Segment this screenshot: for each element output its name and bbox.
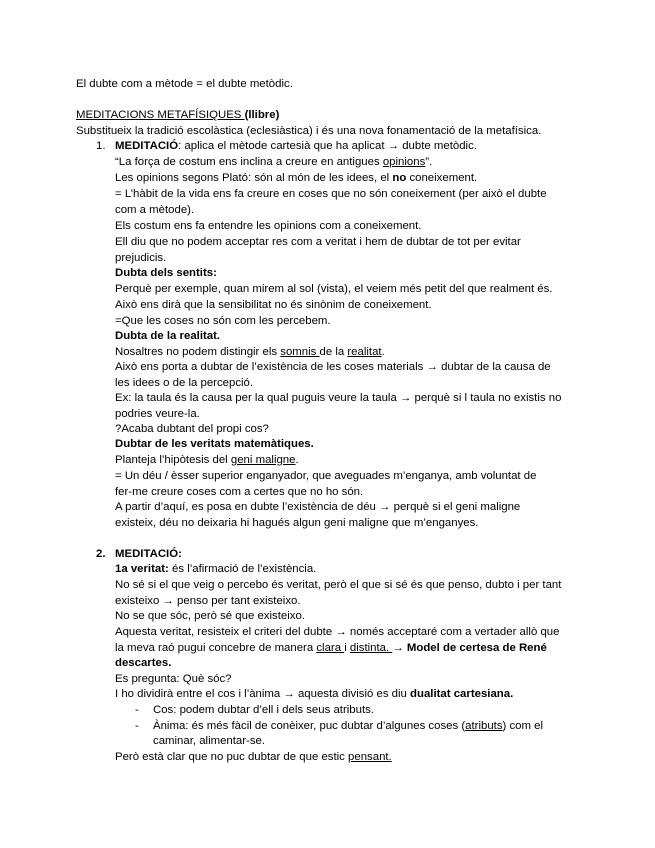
m1-line: = Un déu / èsser superior enganyador, que aveguades m’enganya, amb voluntat de [115,470,537,482]
m2-line [115,686,513,702]
m1-line: Ex: la taula és la causa per la qual puguis veure la taula → perquè si l taula no existis no [115,392,562,404]
m1-line: Els costum ens fa entendre les opinions com a coneixement. [115,220,422,232]
m2-heading: MEDITACIÓ: [115,548,182,560]
text: Però està clar que no puc dubtar de que estic [115,751,349,763]
text: Les opinions segons Plató: són al món de les idees, el [115,172,393,184]
subheading-sentits: Dubta dels sentits: [115,267,217,279]
m2-line: existeixo → penso per tant existeixo. [115,595,301,607]
subtitle-line: Substitueix la tradició escolàstica (eclesiàstica) i és una nova fonamentació de la metafísica. [76,125,542,137]
bold-text: Model de certesa de René [406,642,547,654]
m2-number: 2. [96,548,106,560]
underlined-text: pensant. [348,751,392,763]
m2-line [115,640,547,656]
text: → [392,642,407,654]
m1-number: 1. [96,140,106,152]
m1-line: ?Acaba dubtant del propi cos? [115,423,269,435]
underlined-text: distinta. [349,642,393,654]
bullet-item: Cos: podem dubtar d’ell i dels seus atributs. [153,704,374,716]
bold-text: 1a veritat: [115,563,169,575]
m1-line [115,344,385,360]
bullet-item [153,718,543,734]
bullet-dash: - [135,720,139,732]
m2-line: descartes. [115,657,172,669]
text: ) com el [502,720,544,732]
m1-line: Això ens porta a dubtar de l’existència de les coses materials → dubtar de la causa de [115,361,551,373]
underlined-text: geni maligne [230,454,296,466]
text: Ànima: és més fàcil de conèixer, puc dubtar d’algunes coses ( [153,720,466,732]
m1-line: les idees o de la percepció. [115,377,254,389]
m1-line: Perquè per exemple, quan mirem al sol (vista), el veiem més petit del que realment és. [115,283,553,295]
text: coneixement. [406,172,478,184]
m1-line: prejudicis. [115,252,167,264]
underlined-text: clara [316,642,345,654]
m1-line [115,452,299,468]
text: Nosaltres no podem distingir els [115,346,281,358]
text: ”. [425,156,433,168]
text: . [295,454,299,466]
m1-line: A partir d’aquí, es posa en dubte l’existència de déu → perquè si el geni maligne [115,501,521,513]
text: la meva raó pugui concebre de manera [115,642,317,654]
m1-line: =Que les coses no són com les percebem. [115,315,331,327]
final-line [115,749,392,765]
text: Planteja l’hipòtesis del [115,454,231,466]
text: “La força de costum ens inclina a creure en antigues [115,156,383,168]
m1-line: fer-me creure coses com a certes que no ho són. [115,486,364,498]
underlined-text: realitat [347,346,382,358]
m1-label: MEDITACIÓ [115,140,179,152]
section-heading [76,107,279,123]
intro-line: El dubte com a mètode = el dubte metòdic. [76,78,293,90]
m1-line: Ell diu que no podem acceptar res com a veritat i hem de dubtar de tot per evitar [115,236,521,248]
text: I ho dividirà entre el cos i l’ànima → aquesta divisió es diu [115,688,411,700]
m2-line: Aquesta veritat, resisteix el criteri del dubte → només acceptaré com a vertader allò que [115,626,560,638]
m1-line: Això ens dirà que la sensibilitat no és sinònim de coneixement. [115,299,432,311]
text: de la [319,346,348,358]
bold-text: no [392,172,407,184]
m1-heading [115,138,477,154]
m1-line: existeix, déu no deixaria hi hagués algun geni maligne que m’enganyes. [115,517,479,529]
m1-line [115,154,432,170]
heading-title: MEDITACIONS METAFÍSIQUES [76,109,245,121]
bold-text: dualitat cartesiana. [410,688,514,700]
m1-line: com a mètode). [115,204,195,216]
text: i [344,642,350,654]
bullet-continuation: caminar, alimentar-se. [153,735,266,747]
m2-line: Es pregunta: Què sóc? [115,673,232,685]
m1-rest: : aplica el mètode cartesià que ha aplicat → dubte metòdic. [178,140,477,152]
m1-line: podries veure-la. [115,408,200,420]
subheading-realitat: Dubta de la realitat. [115,330,221,342]
text: . [381,346,385,358]
underlined-text: atributs [465,720,503,732]
underlined-text: opinions [382,156,426,168]
m1-line [115,170,477,186]
m1-line: = L’hàbit de la vida ens fa creure en coses que no són coneixement (per això el dubte [115,188,547,200]
m2-line: No sé si el que veig o percebo és veritat, però el que si sé és que penso, dubto i per tant [115,579,562,591]
text: és l’afirmació de l’existència. [168,563,317,575]
m2-line: No se que sóc, però sé que existeixo. [115,610,305,622]
heading-suffix: (llibre) [244,109,280,121]
subheading-matematiques: Dubtar de les veritats matemàtiques. [115,438,314,450]
m2-line [115,561,316,577]
underlined-text: somnis [280,346,320,358]
bullet-dash: - [135,704,139,716]
